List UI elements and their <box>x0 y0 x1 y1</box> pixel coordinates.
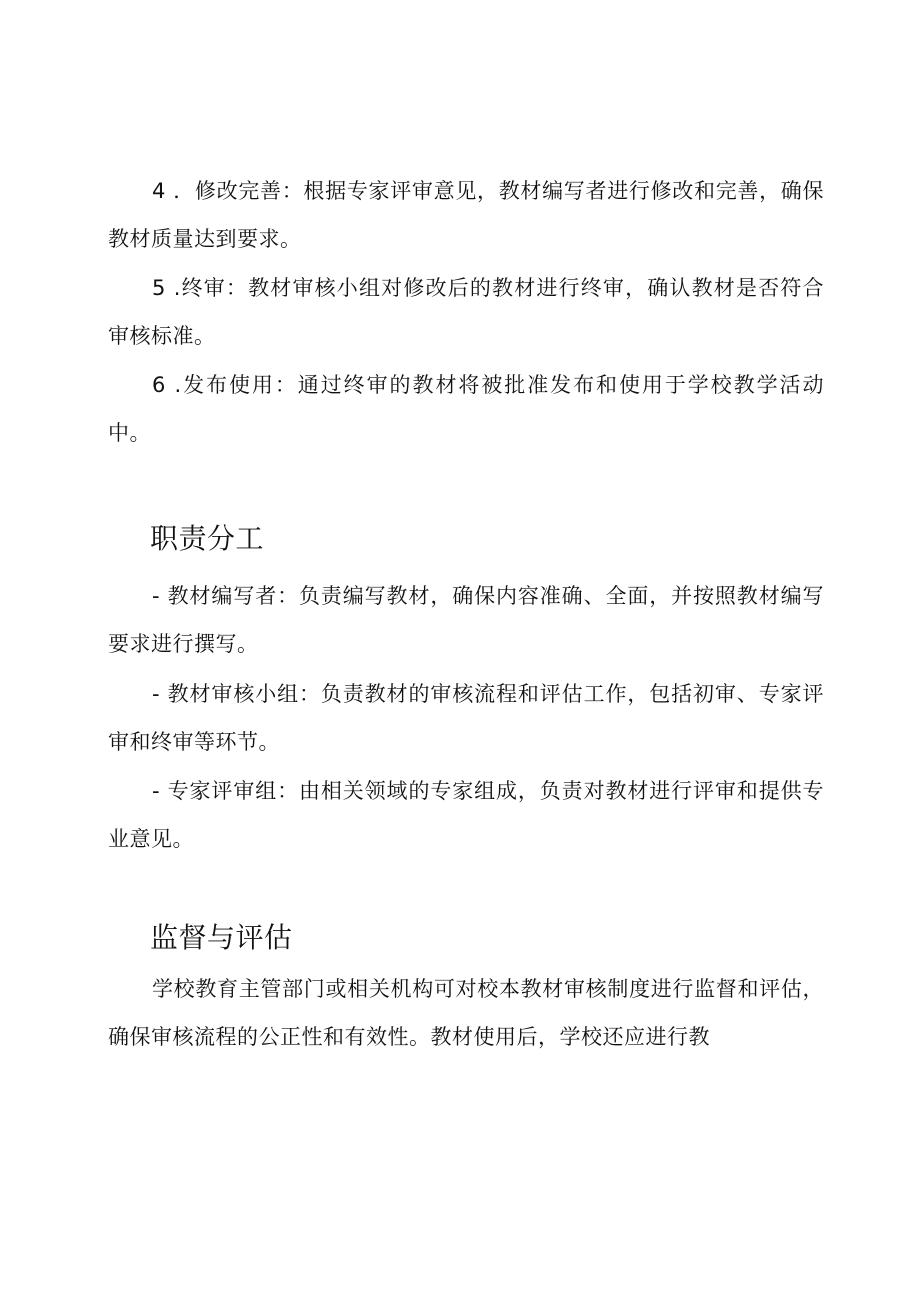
duty-item-expert-panel: - 专家评审组：由相关领域的专家组成，负责对教材进行评审和提供专业意见。 <box>108 779 824 851</box>
supervision-heading: 监督与评估 <box>150 921 293 954</box>
duty-item-review-team: - 教材审核小组：负责教材的审核流程和评估工作，包括初审、专家评审和终审等环节。 <box>108 682 824 754</box>
duties-heading: 职责分工 <box>150 522 265 555</box>
process-step-5: 5 .终审：教材审核小组对修改后的教材进行终审，确认教材是否符合审核标准。 <box>108 276 824 348</box>
process-step-4: 4 ．修改完善：根据专家评审意见，教材编写者进行修改和完善，确保教材质量达到要求。 <box>108 179 824 251</box>
process-step-6: 6 .发布使用：通过终审的教材将被批准发布和使用于学校教学活动中。 <box>108 373 824 445</box>
duty-item-textbook-writers: - 教材编写者：负责编写教材，确保内容准确、全面，并按照教材编写要求进行撰写。 <box>108 584 824 656</box>
supervision-paragraph: 学校教育主管部门或相关机构可对校本教材审核制度进行监督和评估，确保审核流程的公正性和有效性。教材使用后，学校还应进行教 <box>108 977 824 1049</box>
